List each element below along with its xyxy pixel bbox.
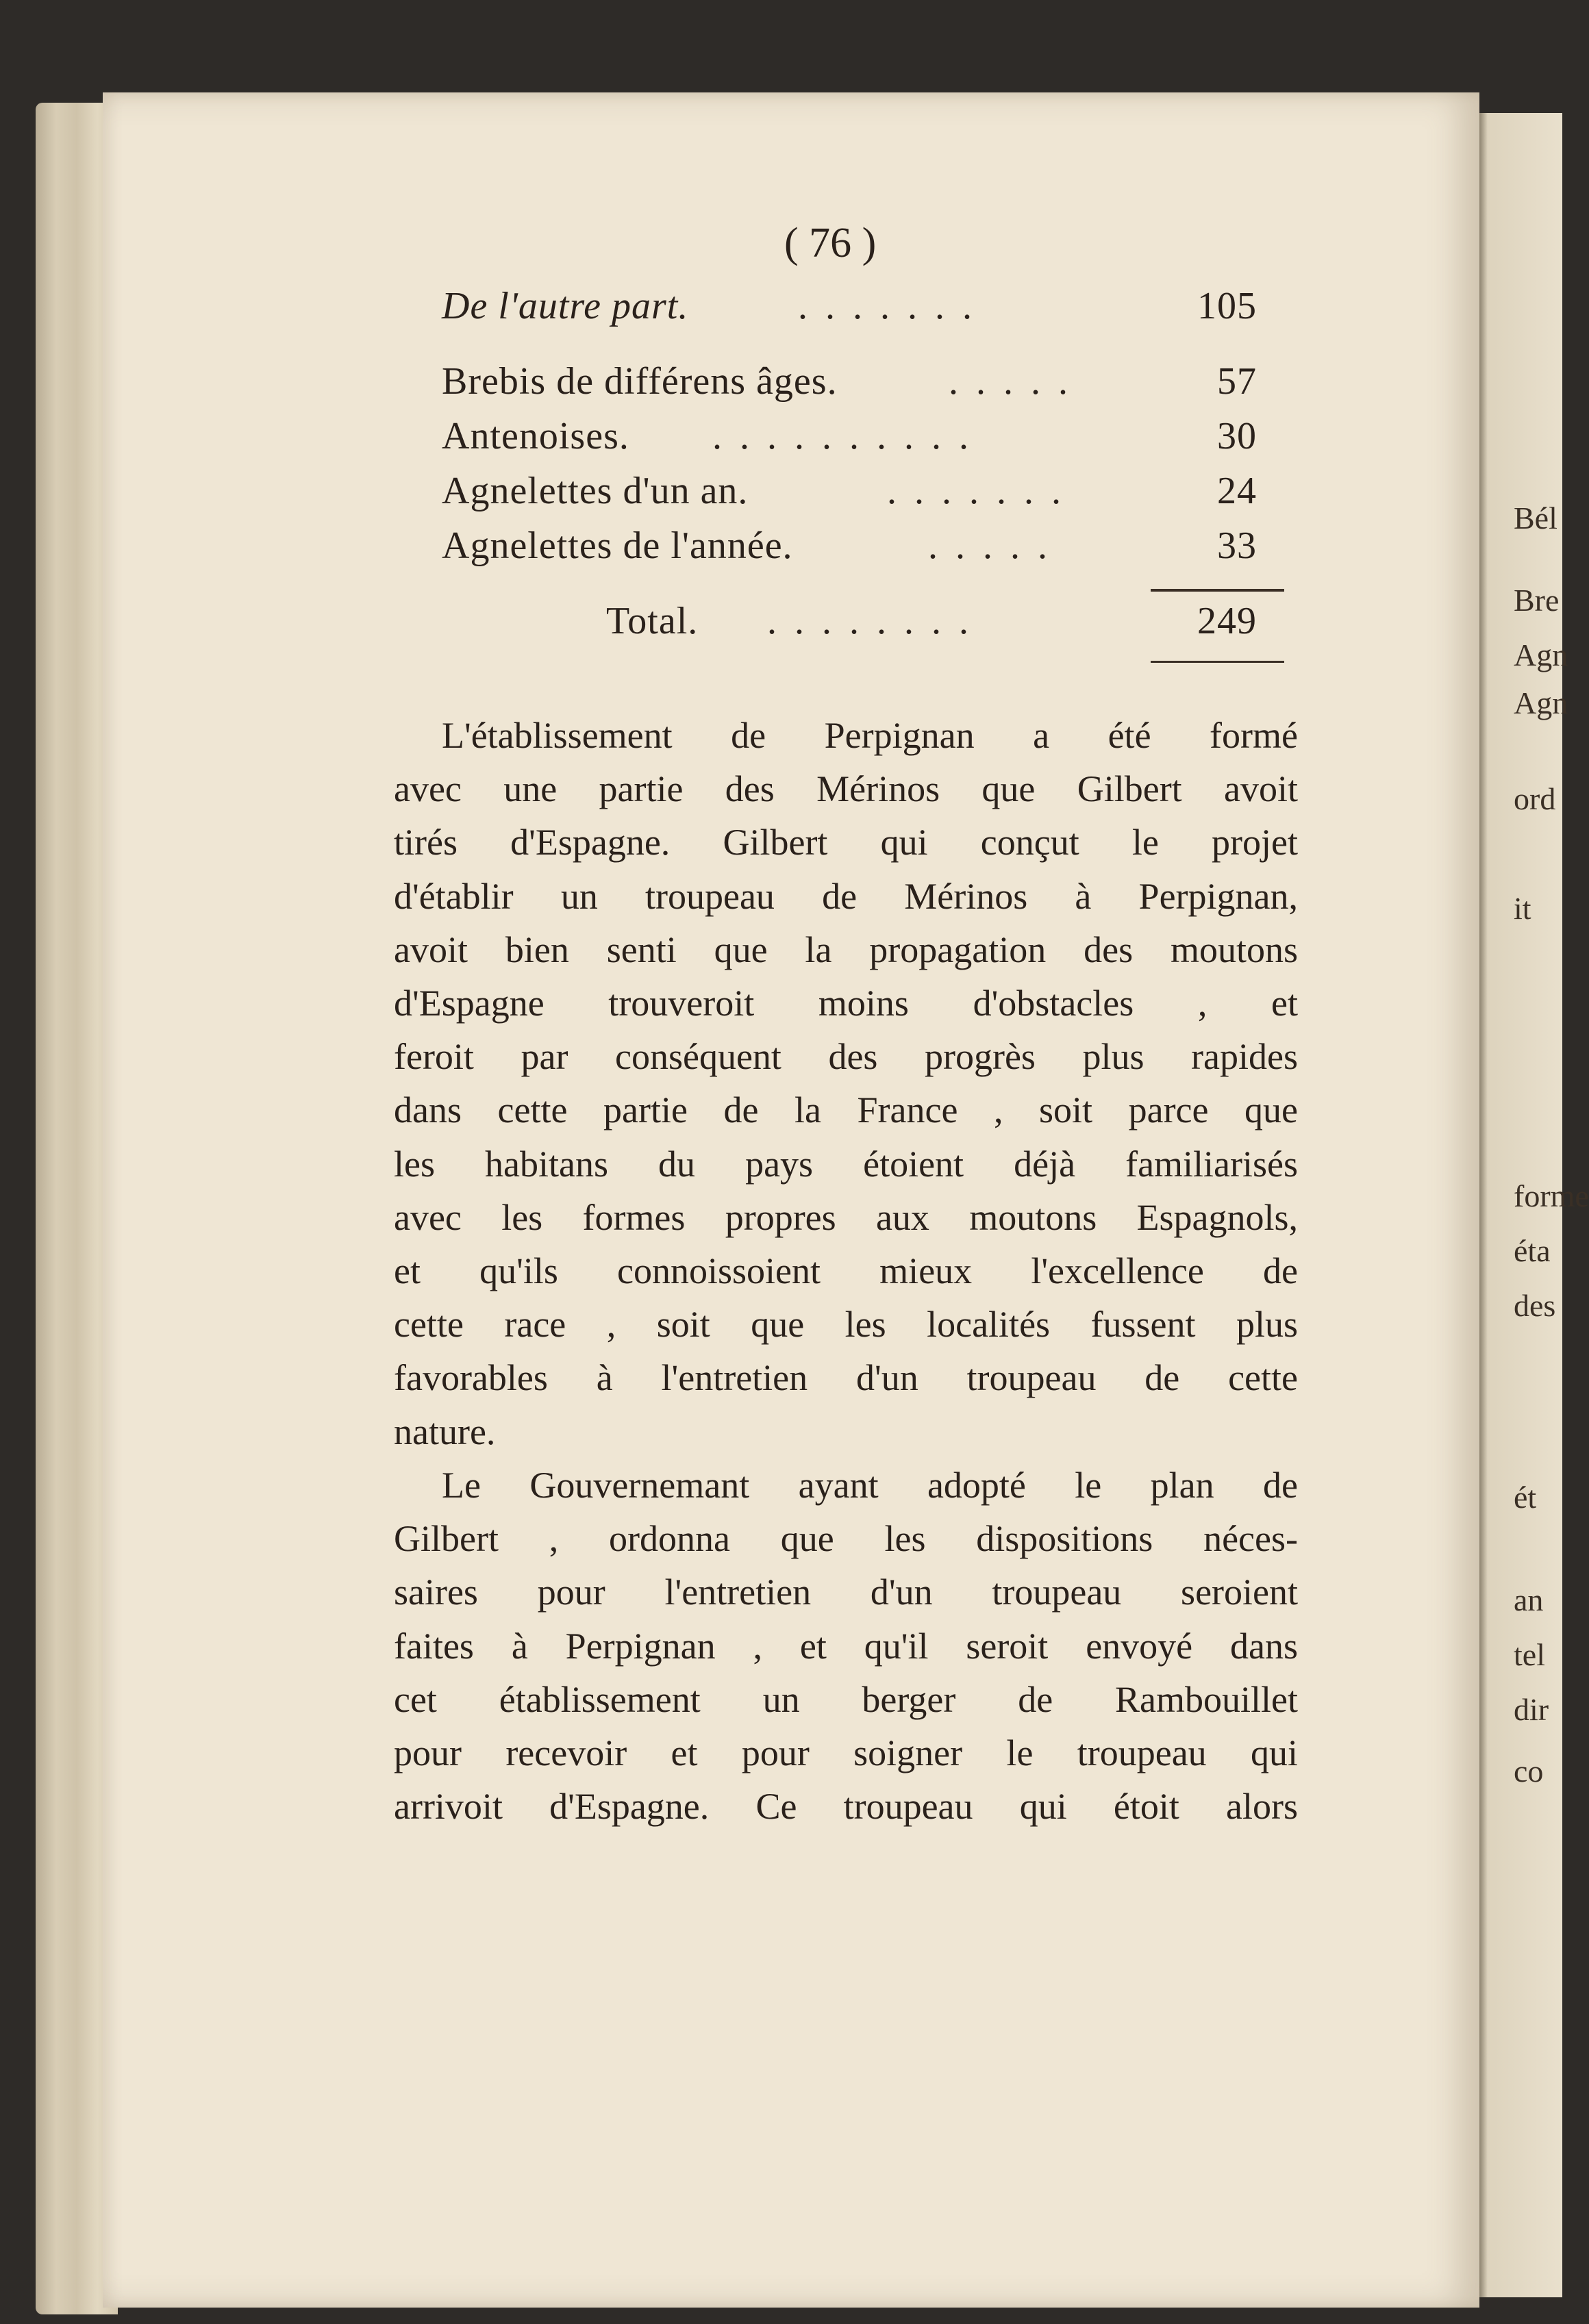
text-line: pour recevoir et pour soigner le troupeau qui <box>394 1732 1298 1774</box>
tally-row-label: Brebis de différens âges. <box>442 360 838 403</box>
facing-page-fragment: des <box>1514 1288 1556 1323</box>
text-line: d'établir un troupeau de Mérinos à Perpignan, <box>394 875 1298 917</box>
sum-rule <box>1151 589 1284 592</box>
text-line: Le Gouvernemant ayant adopté le plan de <box>442 1465 1298 1506</box>
tally-row-leader-dots: . . . . . <box>949 360 1072 403</box>
total-row-value: 249 <box>1197 600 1257 642</box>
facing-page-fragment: tel <box>1514 1637 1545 1672</box>
tally-row-value: 33 <box>1217 525 1257 567</box>
text-line: et qu'ils connoissoient mieux l'excellence de <box>394 1250 1298 1292</box>
text-line: cet établissement un berger de Rambouillet <box>394 1678 1298 1720</box>
tally-row-value: 57 <box>1217 360 1257 403</box>
facing-page-fragment: dir <box>1514 1692 1549 1727</box>
tally-row-leader-dots: . . . . . . . . . . <box>712 415 973 457</box>
text-line: dans cette partie de la France , soit parce que <box>394 1089 1298 1131</box>
tally-row <box>442 469 1257 524</box>
facing-page-fragment: Bél <box>1514 501 1557 535</box>
tally-row-value: 105 <box>1197 285 1257 327</box>
text-line: favorables à l'entretien d'un troupeau de cette <box>394 1357 1298 1399</box>
facing-page-fragment: Agn <box>1514 637 1568 672</box>
tally-row <box>442 414 1257 469</box>
tally-row <box>442 359 1257 414</box>
page-number: ( 76 ) <box>784 220 877 266</box>
total-row-leader-dots: . . . . . . . . <box>767 600 973 642</box>
facing-page-fragment: an <box>1514 1582 1544 1617</box>
text-line: feroit par conséquent des progrès plus rapides <box>394 1036 1298 1078</box>
total-rule <box>1151 661 1284 663</box>
tally-row-label: Agnelettes de l'année. <box>442 525 793 567</box>
facing-page-fragment: Agn <box>1514 685 1568 720</box>
text-line: tirés d'Espagne. Gilbert qui conçut le projet <box>394 822 1298 863</box>
tally-row-leader-dots: . . . . . . . <box>798 285 976 327</box>
total-row <box>442 599 1257 654</box>
text-line: les habitans du pays étoient déjà familiarisés <box>394 1143 1298 1185</box>
facing-page-fragment: Bre <box>1514 583 1560 618</box>
tally-row-label: Agnelettes d'un an. <box>442 470 749 512</box>
facing-page-fragment: ord <box>1514 781 1556 816</box>
tally-row-value: 30 <box>1217 415 1257 457</box>
tally-row <box>442 284 1257 339</box>
text-line: faites à Perpignan , et qu'il seroit envoyé dans <box>394 1625 1298 1667</box>
text-line: avoit bien senti que la propagation des moutons <box>394 929 1298 970</box>
tally-row-label: Antenoises. <box>442 415 629 457</box>
text-line: nature. <box>394 1411 496 1452</box>
text-line: cette race , soit que les localités fussent plus <box>394 1304 1298 1346</box>
tally-row-label: De l'autre part. <box>442 285 689 327</box>
facing-page-fragment: co <box>1514 1754 1544 1789</box>
text-line: avec les formes propres aux moutons Espagnols, <box>394 1196 1298 1238</box>
text-line: L'établissement de Perpignan a été formé <box>442 715 1298 756</box>
tally-row <box>442 524 1257 579</box>
facing-page-fragment: it <box>1514 891 1531 926</box>
facing-page-fragment: éta <box>1514 1233 1551 1268</box>
text-line: d'Espagne trouveroit moins d'obstacles , et <box>394 983 1298 1024</box>
text-line: Gilbert , ordonna que les dispositions néces- <box>394 1518 1298 1560</box>
text-line: avec une partie des Mérinos que Gilbert avoit <box>394 768 1298 810</box>
paragraph <box>394 709 1298 1458</box>
text-line: arrivoit d'Espagne. Ce troupeau qui étoit alors <box>394 1786 1298 1828</box>
text-line: saires pour l'entretien d'un troupeau seroient <box>394 1571 1298 1613</box>
facing-page-fragment: ét <box>1514 1480 1537 1515</box>
total-row-label: Total. <box>606 600 699 642</box>
tally-row-leader-dots: . . . . . <box>928 525 1051 567</box>
paragraph <box>394 1458 1298 1833</box>
tally-row-leader-dots: . . . . . . . <box>887 470 1065 512</box>
tally-row-value: 24 <box>1217 470 1257 512</box>
facing-page-fragment: forme <box>1514 1178 1589 1213</box>
